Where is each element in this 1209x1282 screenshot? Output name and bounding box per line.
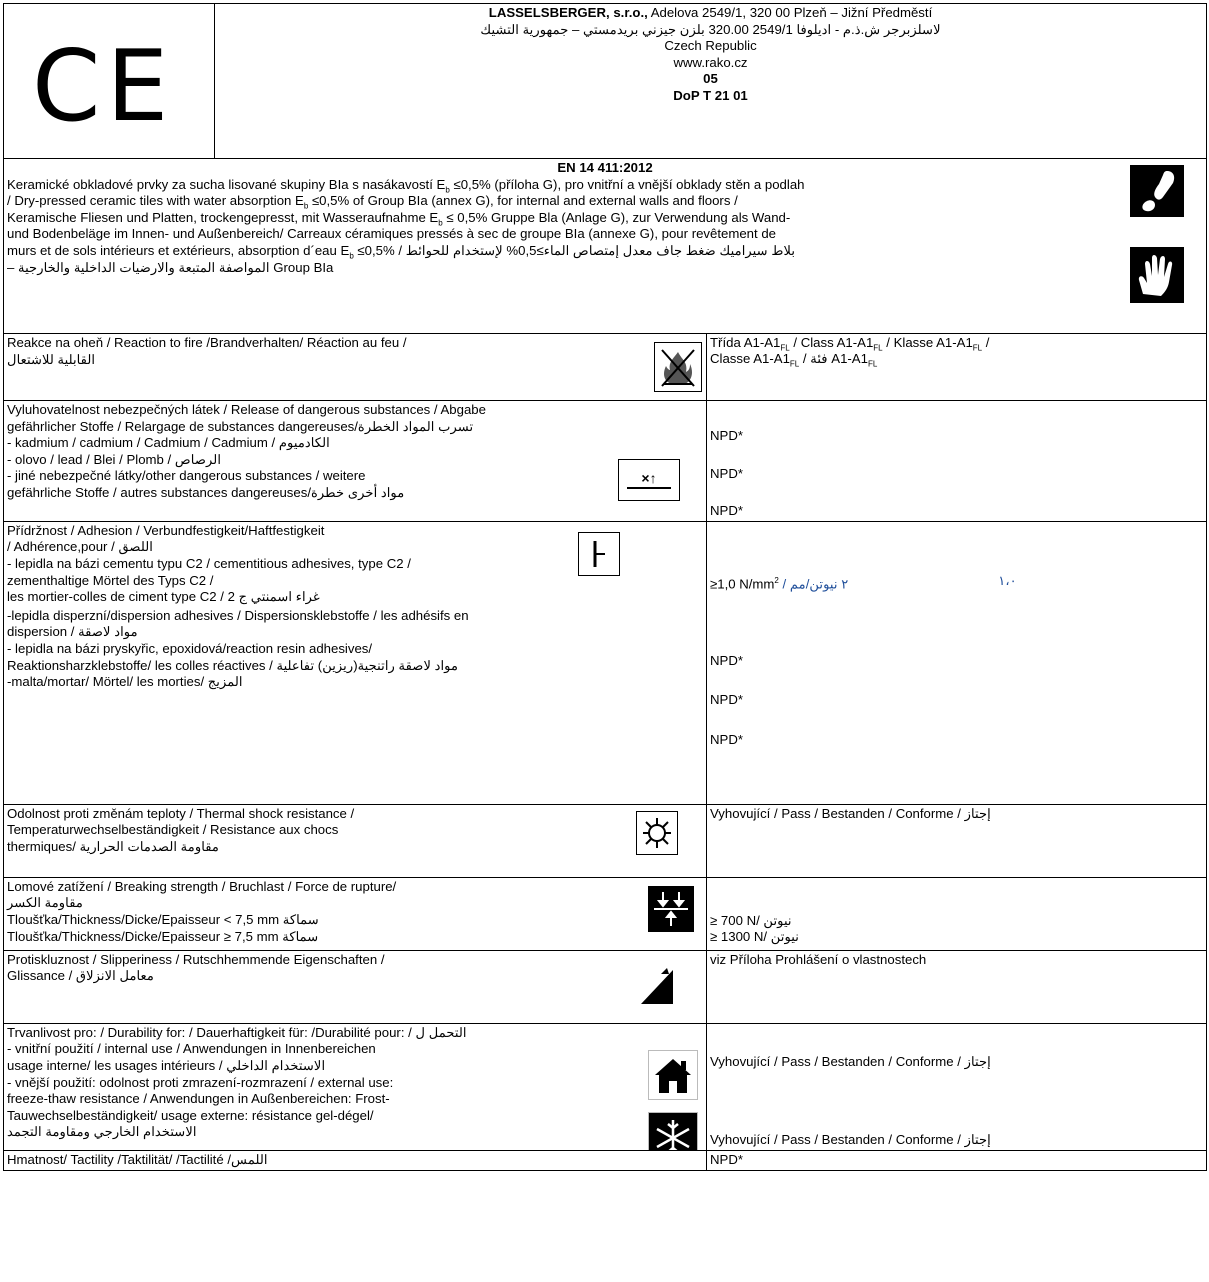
- breaking-value-cell: [707, 877, 1207, 950]
- durability-label-cell: [4, 1023, 707, 1150]
- thermal-line-3: thermiques/ مقاومة الصدمات الحراریة: [7, 838, 219, 854]
- fire-label-cell: [4, 334, 707, 401]
- adhesion-line-10: -malta/mortar/ Mörtel/ les morties/ المزيج: [7, 674, 243, 690]
- adhesion-line-9: Reaktionsharzklebstoffe/ les colles réactives / مواد لاصقة راتنجية(ريزين) تفاعلية: [7, 657, 459, 673]
- durability-line-6: Tauwechselbeständigkeit/ usage externe: résistance gel-dégel/: [7, 1107, 374, 1123]
- desc-line-2: / Dry-pressed ceramic tiles with water absorption $E_b \le 0,5\%$ of Group BIa (annex G), for internal and external walls and floors /: [7, 193, 738, 211]
- adhesion-row: [4, 521, 1207, 804]
- breaking-label-cell: [4, 877, 707, 950]
- fire-value-2: Classe $A1-A1_{FL}$ / فئة $A1-A1_{FL}$: [710, 351, 878, 369]
- adhesion-icon: [578, 532, 620, 576]
- thermal-value-cell: [707, 804, 1207, 877]
- declaration-table: [3, 3, 1207, 1171]
- adhesion-line-3: - lepidla na bázi cementu typu C2 / cementitious adhesives, type C2 /: [7, 555, 411, 571]
- thermal-label-cell: [4, 804, 707, 877]
- thermal-row: [4, 804, 1207, 877]
- breaking-line-2: مقاومة الكسر: [7, 895, 83, 911]
- adhesion-value-c2: ≥1,0 $N/mm^2$ / ٢ نیوتن/مم ١،٠: [710, 572, 1017, 592]
- dangerous-line-1: Vyluhovatelnost nebezpečných látek / Release of dangerous substances / Abgabe: [7, 402, 486, 417]
- slip-icon: [636, 963, 678, 1007]
- manufacturer-cell: [215, 4, 1207, 159]
- dangerous-value-cell: [707, 401, 1207, 522]
- company-name: LASSELSBERGER, s.r.o.,: [488, 5, 648, 20]
- durability-value-external: Vyhovující / Pass / Bestanden / Conforme / إجتاز: [710, 1132, 991, 1148]
- description-cell: [4, 159, 1207, 334]
- dangerous-value-lead: NPD*: [710, 465, 743, 481]
- slip-label-cell: [4, 950, 707, 1023]
- adhesion-label-cell: [4, 521, 707, 804]
- header-row: [4, 4, 1207, 159]
- company-website: www.rako.cz: [673, 54, 748, 70]
- no-fire-icon: [654, 342, 702, 392]
- fire-row: [4, 334, 1207, 401]
- fire-value-cell: [707, 334, 1207, 401]
- thermal-line-1: Odolnost proti změnám teploty / Thermal shock resistance /: [7, 805, 355, 821]
- adhesion-line-7: dispersion / مواد لاصقة: [7, 624, 138, 640]
- fire-label-ar: القابلیة للاشتعال: [7, 351, 95, 367]
- dangerous-value-cadmium: NPD*: [710, 428, 743, 443]
- adhesion-value-resin: NPD*: [710, 692, 743, 708]
- hand-icon: [1130, 247, 1184, 303]
- breaking-row: [4, 877, 1207, 950]
- slip-line-2: Glissance / معامل الانزلاق: [7, 968, 154, 984]
- breaking-line-1: Lomové zatížení / Breaking strength / Bruchlast / Force de rupture/: [7, 878, 397, 894]
- dangerous-value-other: NPD*: [710, 503, 743, 519]
- breaking-value-thin: ≥ 700 N/ نیوتن: [710, 912, 792, 928]
- ce-mark-logo: CE: [32, 30, 175, 144]
- adhesion-line-6: -lepidla disperzní/dispersion adhesives / Dispersionsklebstoffe / les adhésifs en: [7, 607, 469, 623]
- dangerous-row: [4, 401, 1207, 522]
- release-icon: ×↑: [618, 459, 680, 501]
- standard-title: EN 14 411:2012: [557, 160, 653, 175]
- dangerous-line-2: gefährlicher Stoffe / Relargage de substances dangereuses/تسرب المواد الخطرة: [7, 418, 474, 434]
- durability-line-4: - vnější použití: odolnost proti zmrazení-rozmrazení / external use:: [7, 1074, 394, 1090]
- tactility-label-cell: [4, 1150, 707, 1170]
- company-country: Czech Republic: [664, 38, 757, 54]
- breaking-strength-icon: [648, 886, 694, 932]
- durability-line-2: - vnitřní použití / internal use / Anwendungen in Innenbereichen: [7, 1041, 376, 1057]
- adhesion-line-2: / Adhérence,pour / اللصق: [7, 539, 153, 555]
- adhesion-line-5: les mortier-colles de ciment type C2 / غراء اسمنتي ج 2: [7, 589, 320, 605]
- desc-line-5: murs et de sols intérieurs et extérieurs, absorption d´eau $E_b \le 0,5\%$ / بلاط سیرامیك ضغط جاف معدل إمتصاص الماء≥0,5% لإستخدام للحوائط: [7, 242, 796, 261]
- company-address-ar: لاسلزبرجر ش.ذ.م - ادیلوفا 2549/1 320.00 بلزن جیزني بریدمستي – جمھوریة التشیك: [480, 21, 941, 37]
- dangerous-line-6: gefährliche Stoffe / autres substances dangereuses/مواد أخرى خطرة: [7, 484, 405, 500]
- thermal-value: Vyhovující / Pass / Bestanden / Conforme / إجتاز: [710, 805, 991, 821]
- slip-row: [4, 950, 1207, 1023]
- desc-line-3: Keramische Fliesen und Platten, trockengepresst, mit Wasseraufnahme $E_b \le 0,5\%$ Gruppe Bla (Anlage G), zur Verwendung als Wand-: [7, 209, 791, 228]
- adhesion-line-4: zementhaltige Mörtel des Typs C2 /: [7, 572, 214, 588]
- company-address: Adelova 2549/1, 320 00 Plzeň – Jižní Předměstí: [650, 5, 933, 20]
- dop-number: DoP T 21 01: [673, 87, 748, 103]
- durability-line-5: freeze-thaw resistance / Anwendungen in Außenbereichen: Frost-: [7, 1091, 390, 1107]
- dangerous-line-4: - olovo / lead / Blei / Plomb / الرصاص: [7, 451, 221, 467]
- breaking-line-3: Tloušťka/Thickness/Dicke/Epaisseur < 7,5 mm سماكة: [7, 911, 319, 927]
- dangerous-line-3: - kadmium / cadmium / Cadmium / Cadmium / الكادمیوم: [7, 435, 330, 451]
- thermal-shock-icon: [636, 811, 678, 855]
- house-icon: [648, 1050, 698, 1100]
- adhesion-value-dispersion: NPD*: [710, 652, 743, 668]
- adhesion-line-8: - lepidla na bázi pryskyřic, epoxidová/reaction resin adhesives/: [7, 640, 373, 656]
- tactility-label: Hmatnost/ Tactility /Taktilität/ /Tactilité /اللمس: [7, 1151, 268, 1167]
- durability-row: [4, 1023, 1207, 1150]
- slip-value-cell: [707, 950, 1207, 1023]
- durability-line-1: Trvanlivost pro: / Durability for: / Dauerhaftigkeit für: /Durabilité pour: / التحمل ل: [7, 1024, 467, 1040]
- durability-line-3: usage interne/ les usages intérieurs / الاستخدام الداخلي: [7, 1057, 326, 1073]
- durability-line-7: الاستخدام الخارجي ومقاومة التجمد: [7, 1124, 197, 1140]
- ce-logo-cell: [4, 4, 215, 159]
- dangerous-label-cell: [4, 401, 707, 522]
- notified-number: 05: [703, 71, 718, 87]
- desc-line-6: Group BIa المواصفة المتبعة والارضیات الداخلیة والخارجیة –: [7, 259, 334, 275]
- footprint-icon: [1130, 165, 1184, 217]
- dangerous-line-5: - jiné nebezpečné látky/other dangerous substances / weitere: [7, 468, 366, 484]
- breaking-value-thick: ≥ 1300 N/ نیوتن: [710, 929, 799, 945]
- thermal-line-2: Temperaturwechselbeständigkeit / Resistance aux chocs: [7, 822, 339, 838]
- breaking-line-4: Tloušťka/Thickness/Dicke/Epaisseur ≥ 7,5 mm سماكة: [7, 928, 319, 944]
- desc-line-1: Keramické obkladové prvky za sucha lisované skupiny BIa s nasákavostí $E_b \le 0,5\%$ (příloha G), pro vnitřní a vnější obklady stěn a podlah: [7, 176, 805, 195]
- slip-line-1: Protiskluznost / Slipperiness / Rutschhemmende Eigenschaften /: [7, 951, 385, 967]
- snowflake-icon: [648, 1112, 698, 1151]
- adhesion-line-1: Přídržnost / Adhesion / Verbundfestigkeit/Haftfestigkeit: [7, 522, 325, 538]
- description-row: [4, 159, 1207, 334]
- durability-value-cell: [707, 1023, 1207, 1150]
- adhesion-value-cell: [707, 521, 1207, 804]
- fire-label: Reakce na oheň / Reaction to fire /Brandverhalten/ Réaction au feu /: [7, 335, 407, 350]
- tactility-value-cell: [707, 1150, 1207, 1170]
- desc-line-4: und Bodenbeläge im Innen- und Außenbereich/ Carreaux céramiques pressés à sec de groupe BIa (annexe G), pour revêtement de: [7, 226, 777, 242]
- tactility-value: NPD*: [710, 1151, 743, 1167]
- adhesion-value-mortar: NPD*: [710, 731, 743, 747]
- tactility-row: [4, 1150, 1207, 1170]
- durability-value-internal: Vyhovující / Pass / Bestanden / Conforme / إجتاز: [710, 1053, 991, 1069]
- slip-value: viz Příloha Prohlášení o vlastnostech: [710, 951, 927, 967]
- fire-value-1: Třída $A1-A1_{FL}$ / Class $A1-A1_{FL}$ / Klasse $A1-A1_{FL}$ /: [710, 335, 990, 353]
